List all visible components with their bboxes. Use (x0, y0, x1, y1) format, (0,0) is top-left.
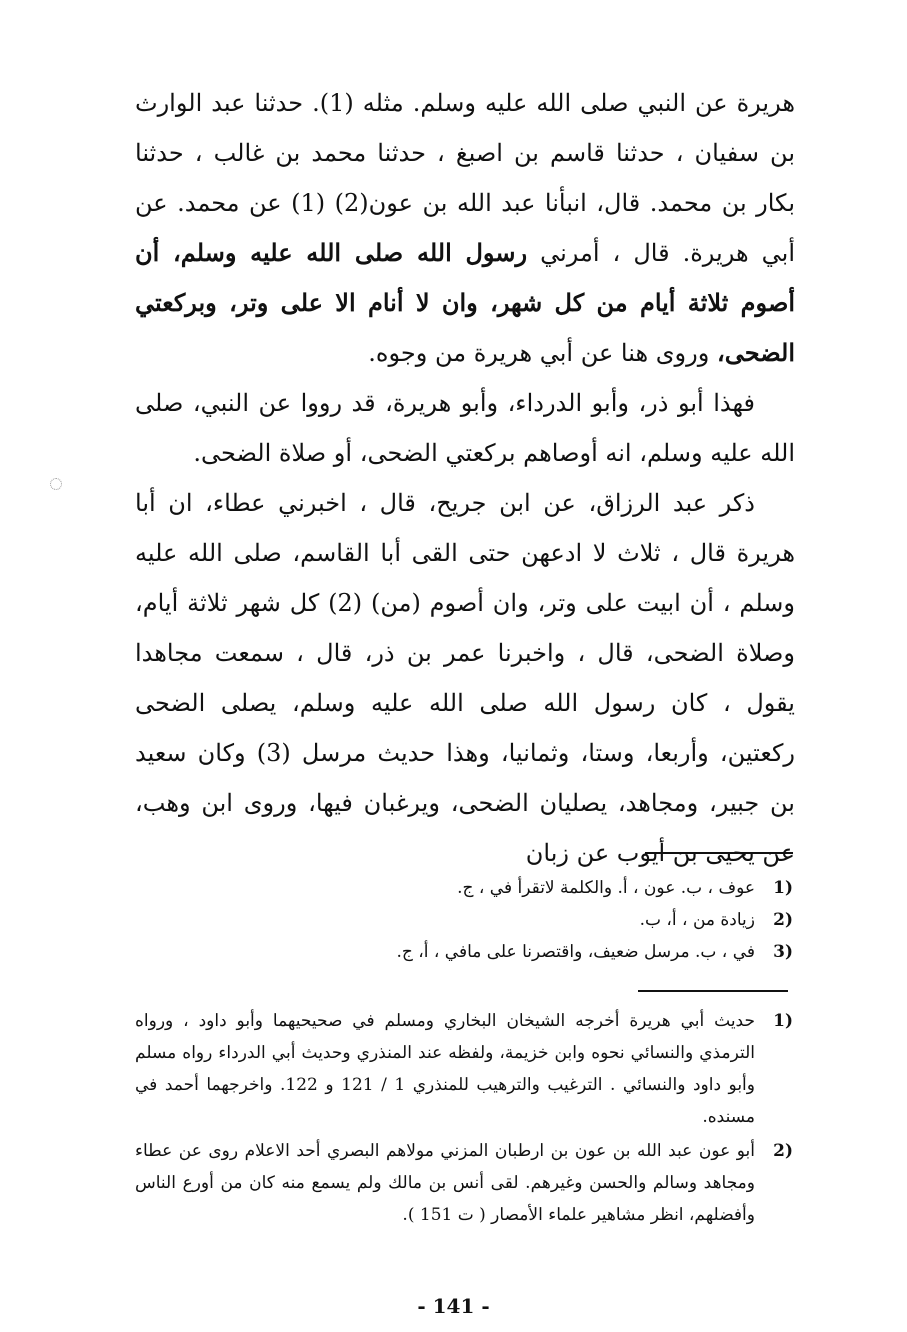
footnote-number: (1 (773, 1011, 793, 1031)
footnote-item (330, 936, 793, 968)
variant-footnotes (330, 872, 793, 968)
footnote-text: عوف ، ب. عون ، أ. والكلمة لاتقرأ في ، ج. (457, 878, 755, 898)
footnote-text: أبو عون عبد الله بن عون بن ارطبان المزني مولاهم البصري أحد الاعلام روى عن عطاء ومجاهد وسالم والحسن وغيرهم. لقى أنس بن مالك ولم يسمع منه كان من أورع الناس وأفضلهم، انظر مشاهير علماء الأمصار ( ت 151 ). (135, 1141, 755, 1225)
footnote-number: (3 (773, 942, 793, 962)
paragraph-1 (135, 78, 795, 378)
footnote-number: (2 (773, 1141, 793, 1161)
footnote-item (330, 904, 793, 936)
commentary-footnotes (135, 1005, 793, 1233)
page-number: - 141 - (417, 1294, 490, 1318)
footnote-number: (1 (773, 878, 793, 898)
footnote-item (135, 1135, 793, 1231)
footnote-divider-1 (645, 852, 793, 854)
footnote-text: في ، ب. مرسل ضعيف، واقتصرنا على مافي ، أ، ج. (396, 942, 755, 962)
footnote-text: زيادة من ، أ، ب. (639, 910, 755, 930)
paragraph-3: ذكر عبد الرزاق، عن ابن جريح، قال ، اخبرني عطاء، ان أبا هريرة قال ، ثلاث لا ادعهن حتى القى أبا القاسم، صلى الله عليه وسلم ، أن ابيت على وتر، وان أصوم (من) (2) كل شهر ثلاثة أيام، وصلاة الضحى، قال ، واخبرنا عمر بن ذر، قال ، سمعت مجاهدا يقول ، كان رسول الله صلى الله عليه وسلم، يصلى الضحى ركعتين، وأربعا، وستا، وثمانيا، وهذا حديث مرسل (3) وكان سعيد بن جبير، ومجاهد، يصليان الضحى، ويرغبان فيها، وروى ابن وهب، عن يحيى بن أيوب عن زبان (135, 489, 795, 867)
footnote-number: (2 (773, 910, 793, 930)
paragraph-2: فهذا أبو ذر، وأبو الدرداء، وأبو هريرة، قد رووا عن النبي، صلى الله عليه وسلم، انه أوصاهم بركعتي الضحى، أو صلاة الضحى. (135, 389, 795, 467)
footnote-item (135, 1005, 793, 1133)
footnote-item (330, 872, 793, 904)
hadith-quote: رسول الله صلى الله عليه وسلم، أن أصوم ثلاثة أيام من كل شهر، وان لا أنام الا على وتر، وبركعتي الضحى، (135, 238, 795, 367)
footnote-text: حديث أبي هريرة أخرجه الشيخان البخاري ومسلم في صحيحيهما وأبو داود ، ورواه الترمذي والنسائي نحوه وابن خزيمة، ولفظه عند المنذري وحديث أبي الدرداء رواه مسلم وأبو داود والنسائي . الترغيب والترهيب للمنذري 1 / 121 و 122. واخرجهما أحمد في مسنده. (135, 1011, 755, 1127)
footnote-divider-2 (638, 990, 788, 992)
paragraph-1-start: هريرة عن النبي صلى الله عليه وسلم. مثله (1). حدثنا عبد الوارث بن سفيان ، حدثنا قاسم بن اصبغ ، حدثنا محمد بن غالب ، حدثنا بكار بن محمد. قال، انبأنا عبد الله بن عون(2) (1) عن محمد. عن أبي هريرة. قال ، أمرني (135, 89, 796, 267)
paragraph-1-end: وروى هنا عن أبي هريرة من وجوه. (368, 339, 717, 367)
main-text (135, 78, 795, 878)
scan-speck (50, 478, 62, 490)
